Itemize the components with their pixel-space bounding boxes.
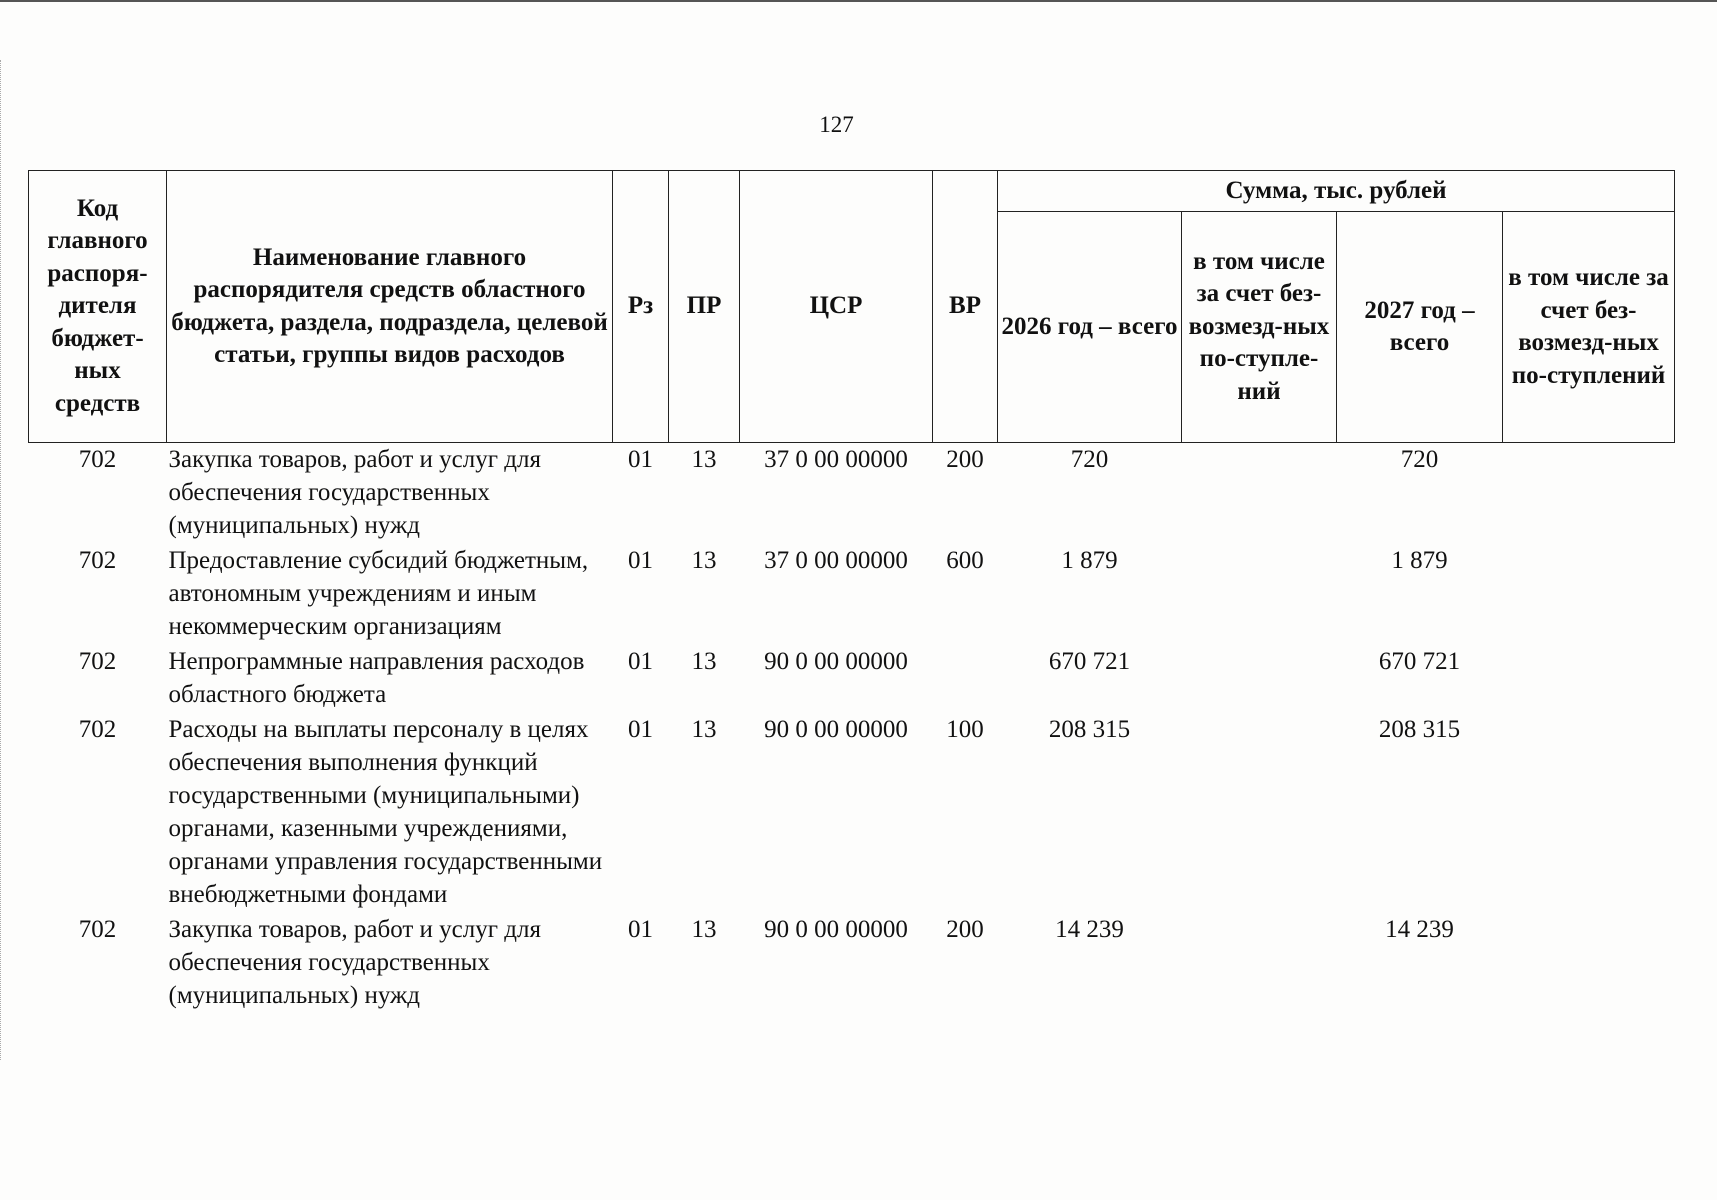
cell-name: Закупка товаров, работ и услуг для обеспечения государственных (муниципальных) нужд xyxy=(168,446,541,539)
cell-2026-total: 14 239 xyxy=(1055,916,1124,943)
cell-csr: 90 0 00 00000 xyxy=(764,648,908,675)
cell-code: 702 xyxy=(78,716,117,743)
table-row xyxy=(29,443,1675,545)
header-2026-total: 2026 год – всего xyxy=(998,212,1182,443)
cell-vr: 600 xyxy=(946,547,984,574)
cell-pr: 13 xyxy=(691,648,717,675)
cell-vr: 200 xyxy=(946,446,984,473)
header-code: Код главного распоря-дителя бюджет-ных средств xyxy=(29,171,167,443)
header-2027-total: 2027 год – всего xyxy=(1337,212,1503,443)
cell-code: 702 xyxy=(78,648,117,675)
cell-2027-total: 208 315 xyxy=(1378,716,1461,743)
table-row xyxy=(29,713,1675,913)
header-sum-group: Сумма, тыс. рублей xyxy=(998,171,1675,212)
table-header xyxy=(29,171,1675,443)
cell-2026-total: 1 879 xyxy=(1061,547,1118,574)
cell-csr: 37 0 00 00000 xyxy=(764,547,908,574)
cell-2026-total: 670 721 xyxy=(1048,648,1131,675)
cell-vr: 200 xyxy=(946,916,984,943)
header-2026-free: в том числе за счет без-возмезд-ных по-ступле-ний xyxy=(1182,212,1337,443)
cell-pr: 13 xyxy=(691,716,717,743)
cell-2027-total: 14 239 xyxy=(1385,916,1454,943)
cell-name: Предоставление субсидий бюджетным, автономным учреждениям и иным некоммерческим организациям xyxy=(168,547,589,640)
cell-2026-free xyxy=(1182,443,1337,545)
cell-2027-total: 670 721 xyxy=(1378,648,1461,675)
cell-rz: 01 xyxy=(628,547,653,574)
header-csr: ЦСР xyxy=(740,171,933,443)
table-row xyxy=(29,544,1675,645)
cell-name: Закупка товаров, работ и услуг для обеспечения государственных (муниципальных) нужд xyxy=(168,916,541,1009)
cell-rz: 01 xyxy=(628,916,653,943)
cell-2027-free xyxy=(1503,913,1675,1014)
header-rz: Рз xyxy=(613,171,669,443)
header-2027-free: в том числе за счет без-возмезд-ных по-ступлений xyxy=(1503,212,1675,443)
header-vr: ВР xyxy=(933,171,998,443)
cell-pr: 13 xyxy=(691,916,717,943)
cell-rz: 01 xyxy=(628,446,653,473)
header-pr: ПР xyxy=(669,171,740,443)
cell-rz: 01 xyxy=(628,648,653,675)
cell-vr xyxy=(933,645,998,713)
header-name: Наименование главного распорядителя средств областного бюджета, раздела, подраздела, целевой статьи, группы видов расходов xyxy=(167,171,613,443)
cell-csr: 37 0 00 00000 xyxy=(764,446,908,473)
cell-pr: 13 xyxy=(691,547,717,574)
cell-code: 702 xyxy=(78,446,117,473)
cell-2027-free xyxy=(1503,544,1675,645)
cell-2027-total: 1 879 xyxy=(1391,547,1448,574)
cell-name: Непрограммные направления расходов областного бюджета xyxy=(168,648,585,708)
cell-2027-free xyxy=(1503,713,1675,913)
cell-2026-free xyxy=(1182,713,1337,913)
cell-2027-free xyxy=(1503,443,1675,545)
table-row xyxy=(29,645,1675,713)
scan-edge xyxy=(0,60,5,1060)
budget-table xyxy=(28,170,1675,1014)
cell-code: 702 xyxy=(78,916,117,943)
cell-vr: 100 xyxy=(946,716,984,743)
cell-rz: 01 xyxy=(628,716,653,743)
cell-2026-free xyxy=(1182,913,1337,1014)
cell-2027-total: 720 xyxy=(1400,446,1439,473)
cell-2026-free xyxy=(1182,645,1337,713)
cell-code: 702 xyxy=(78,547,117,574)
cell-2027-free xyxy=(1503,645,1675,713)
cell-2026-free xyxy=(1182,544,1337,645)
cell-2026-total: 208 315 xyxy=(1048,716,1131,743)
table-row xyxy=(29,913,1675,1014)
page-top-edge xyxy=(0,0,1717,2)
cell-2026-total: 720 xyxy=(1070,446,1109,473)
cell-csr: 90 0 00 00000 xyxy=(764,916,908,943)
table-body xyxy=(29,443,1675,1015)
page-number: 127 xyxy=(819,112,854,137)
cell-name: Расходы на выплаты персоналу в целях обеспечения выполнения функций государственными (муниципальными) органами, казенными учреждениями, органами управления государственными внебюджетными фондами xyxy=(168,716,603,908)
cell-csr: 90 0 00 00000 xyxy=(764,716,908,743)
cell-pr: 13 xyxy=(691,446,717,473)
